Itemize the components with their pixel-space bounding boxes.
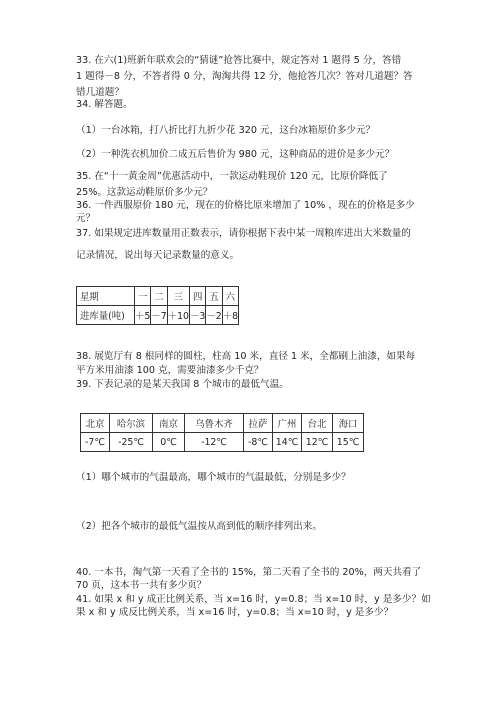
city-cell: 拉萨 — [244, 414, 273, 433]
q37-line-2: 记录情况，说出每天记录数量的意义。 — [76, 250, 240, 261]
grain-table-amount-cell: ＋5 — [135, 306, 151, 325]
grain-table-amount-cell: ＋10 — [167, 306, 189, 325]
city-cell: 哈尔滨 — [110, 414, 153, 433]
q39-sub-1: （1）哪个城市的气温最高，哪个城市的气温最低，分别是多少？ — [76, 472, 351, 483]
grain-table-row-amounts — [77, 306, 239, 325]
q35-line-1: 35. 在“十一黄金周”优惠活动中，一款运动鞋现价 120 元，比原价降低了 — [76, 171, 388, 182]
q34-sub-1: （1）一台冰箱，打八折比打九折少花 320 元，这台冰箱原价多少元？ — [76, 125, 376, 136]
grain-table-header-weekday: 星期 — [77, 287, 135, 306]
grain-table-day-cell: 四 — [190, 287, 206, 306]
temp-cell: 14℃ — [273, 433, 302, 452]
city-cell: 乌鲁木齐 — [185, 414, 244, 433]
grain-table-header-amount: 进库量(吨) — [77, 306, 135, 325]
temperature-table-row-temps — [81, 433, 364, 452]
grain-table-day-cell: 二 — [151, 287, 167, 306]
temp-cell: 12℃ — [302, 433, 333, 452]
q38-line-1: 38. 展览厅有 8 根同样的圆柱，柱高 10 米，直径 1 米，全都刷上油漆，如果每 — [76, 351, 416, 362]
grain-table-day-cell: 五 — [206, 287, 222, 306]
temp-cell: -7℃ — [81, 433, 110, 452]
q38-line-2: 平方米用油漆 100 克，需要油漆多少千克？ — [76, 365, 264, 376]
grain-table-amount-cell: －2 — [206, 306, 222, 325]
temp-cell: -25℃ — [110, 433, 153, 452]
grain-table — [76, 286, 239, 325]
city-cell: 南京 — [153, 414, 185, 433]
q37-line-1: 37. 如果规定进库数量用正数表示，请你根据下表中某一周粮库进出大米数量的 — [76, 228, 411, 239]
grain-table-day-cell: 三 — [167, 287, 189, 306]
q39-title: 39. 下表记录的是某天我国 8 个城市的最低气温。 — [76, 379, 289, 390]
temp-cell: 15℃ — [333, 433, 364, 452]
q39-sub-2: （2）把各个城市的最低气温按从高到低的顺序排列出来。 — [76, 521, 322, 532]
temp-cell: 0℃ — [153, 433, 185, 452]
q36-line-1: 36. 一件西服原价 180 元，现在的价格比原来增加了 10% ，现在的价格是多少 — [76, 200, 415, 211]
temp-cell: -12℃ — [185, 433, 244, 452]
city-cell: 北京 — [81, 414, 110, 433]
q41-line-2: 果 x 和 y 成反比例关系，当 x=16 时，y=0.8；当 x=10 时，y 是多少？ — [76, 607, 394, 618]
temperature-table — [80, 413, 364, 452]
q41-line-1: 41. 如果 x 和 y 成正比例关系，当 x=16 时，y=0.8；当 x=10 时，y 是多少？如 — [76, 594, 431, 605]
q36-line-2: 元？ — [76, 213, 96, 224]
q33-line-3: 错几道题？ — [76, 87, 124, 98]
q34-sub-2: （2）一种洗衣机加价二成五后售价为 980 元，这种商品的进价是多少元？ — [76, 149, 395, 160]
q35-line-2: 25%。这款运动鞋原价多少元？ — [76, 187, 213, 198]
q40-line-1: 40. 一本书，淘气第一天看了全书的 15%，第二天看了全书的 20%，两天共看了 — [76, 567, 422, 578]
grain-table-amount-cell: －3 — [190, 306, 206, 325]
q33-line-1: 33. 在六(1)班新年联欢会的“猜谜”抢答比赛中，规定答对 1 题得 5 分，答错 — [76, 55, 402, 66]
grain-table-amount-cell: ＋8 — [222, 306, 238, 325]
temp-cell: -8℃ — [244, 433, 273, 452]
grain-table-row-days — [77, 287, 239, 306]
grain-table-amount-cell: －7 — [151, 306, 167, 325]
city-cell: 海口 — [333, 414, 364, 433]
grain-table-day-cell: 六 — [222, 287, 238, 306]
q34-title: 34. 解答题。 — [76, 99, 133, 110]
city-cell: 台北 — [302, 414, 333, 433]
grain-table-day-cell: 一 — [135, 287, 151, 306]
temperature-table-row-cities — [81, 414, 364, 433]
q33-line-2: 1 题得－8 分，不答者得 0 分，淘淘共得 12 分，他抢答几次？答对几道题？答 — [76, 71, 413, 82]
city-cell: 广州 — [273, 414, 302, 433]
q40-line-2: 70 页，这本书一共有多少页？ — [76, 580, 207, 591]
